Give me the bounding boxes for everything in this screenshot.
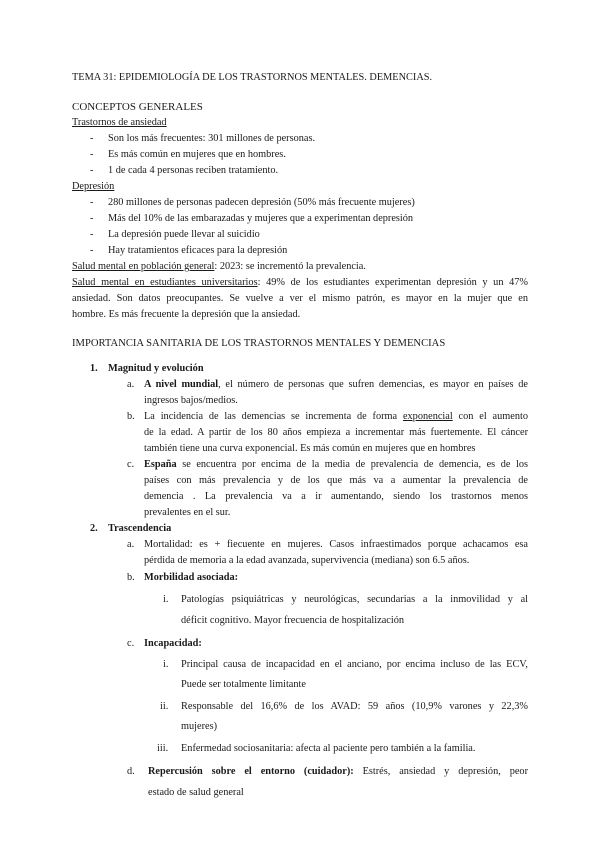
repercusion-bold: Repercusión sobre el entorno (cuidador): [148,766,354,777]
trascendencia-a-line1: Mortalidad: es + fiecuente en mujeres. Casos infraestimados porque achacamos esa [144,539,528,550]
item-marker: c. [127,459,135,470]
list-item: Es más común en mujeres que en hombres. [108,149,286,160]
item-marker: a. [127,539,135,550]
item-marker: b. [127,411,135,422]
list-item: 280 millones de personas padecen depresión (50% más frecuente mujeres) [108,197,415,208]
subitem-marker: i. [163,659,169,670]
list-dash: - [90,213,94,224]
subitem-marker: iii. [157,743,169,754]
list-item: Más del 10% de las embarazadas y mujeres que a experimentan depresión [108,213,414,224]
exponencial-underlined: exponencial [402,411,453,422]
incapacidad-ii-line1: Responsable del 16,6% de los AVAD: 59 años (10,9% varones y 22,3% [181,701,528,712]
incapacidad-i-line2: Puede ser totalmente limitante [181,679,306,690]
trascendencia-a-line2: pérdida de memoria a la edad avanzada, supervivencia (mediana) son 6.5 años. [144,555,470,566]
magnitud-a-line1: A nivel mundial, el número de personas que sufren demencias, es mayor en países de [144,379,528,390]
section-heading-conceptos: CONCEPTOS GENERALES [72,101,203,113]
document-title: TEMA 31: EPIDEMIOLOGÍA DE LOS TRASTORNOS MENTALES. DEMENCIAS. [72,72,433,83]
salud-general-line [72,259,366,275]
list-dash: - [90,197,94,208]
incapacidad-title: Incapacidad: [144,638,202,649]
salud-estudiantes-text: : 49% de los estudiantes experimentan depresión y un 47% [257,277,528,288]
list-item: Son los más frecuentes: 301 millones de personas. [108,133,316,144]
section-number-1: 1. [90,363,98,374]
list-dash: - [90,245,94,256]
depresion-label: Depresión [72,181,115,192]
list-item: 1 de cada 4 personas reciben tratamiento. [108,165,279,176]
magnitud-b-line1: La incidencia de las demencias se incrementa de forma exponencial con el aumento [144,411,528,422]
list-item: La depresión puede llevar al suicidio [108,229,260,240]
salud-estudiantes-label: Salud mental en estudiantes universitarios [72,277,258,288]
salud-estudiantes-line1 [72,275,528,291]
magnitud-a-line2: ingresos bajos/medios. [144,395,238,406]
magnitud-a-bold: A nivel mundial [144,379,219,390]
morbilidad-title: Morbilidad asociada: [144,572,239,583]
list-dash: - [90,149,94,160]
incapacidad-iii-line1: Enfermedad sociosanitaria: afecta al paciente pero también a la familia. [181,743,476,754]
list-dash: - [90,165,94,176]
item-marker: b. [127,572,135,583]
repercusion-line1: Repercusión sobre el entorno (cuidador): Estrés, ansiedad y depresión, peor [148,766,528,777]
magnitud-b-line3: también tiene una curva exponencial. Es más común en mujeres que en hombres [144,443,476,454]
list-dash: - [90,133,94,144]
section-number-2: 2. [90,523,98,534]
magnitud-c-line2: países con más prevalencia y de los que más va a aumentar la prevalencia de [144,475,528,486]
espana-bold: España [144,459,177,470]
salud-estudiantes-line3: hombre. Es más frecuente la depresión que la ansiedad. [72,309,301,320]
salud-general-text: : 2023: se incrementó la prevalencia. [214,261,366,272]
trascendencia-title: Trascendencia [108,523,172,534]
repercusion-line2: estado de salud general [148,787,244,798]
item-marker: c. [127,638,135,649]
list-item: Hay tratamientos eficaces para la depresión [108,245,288,256]
magnitud-c-line3: demencia . La prevalencia va a ir aumentando, siendo los trastornos menos [144,491,528,502]
list-dash: - [90,229,94,240]
subitem-marker: i. [163,594,169,605]
salud-general-label: Salud mental en población general [72,261,215,272]
incapacidad-i-line1: Principal causa de incapacidad en el anciano, por encima incluso de las ECV, [181,659,528,670]
ansiedad-label: Trastornos de ansiedad [72,117,167,128]
salud-estudiantes-line2: ansiedad. Son datos preocupantes. Se vuelve a ver el mismo patrón, es mayor en la mujer que en [72,293,528,304]
magnitud-c-line1: España se encuentra por encima de la media de prevalencia de demencia, es de los [144,459,528,470]
morbilidad-i-line2: déficit cognitivo. Mayor frecuencia de hospitalización [181,615,405,626]
magnitud-title: Magnitud y evolución [108,363,204,374]
item-marker: a. [127,379,135,390]
item-marker: d. [127,766,135,777]
magnitud-b-line2: de la edad. A partir de los 80 años empieza a incrementar más fuertemente. El cáncer [144,427,528,438]
subitem-marker: ii. [160,701,169,712]
incapacidad-ii-line2: mujeres) [181,721,218,732]
section-heading-importancia: IMPORTANCIA SANITARIA DE LOS TRASTORNOS MENTALES Y DEMENCIAS [72,338,446,349]
magnitud-c-line4: prevalentes en el sur. [144,507,231,518]
morbilidad-i-line1: Patologías psiquiátricas y neurológicas, secundarias a la inmovilidad y al [181,594,528,605]
